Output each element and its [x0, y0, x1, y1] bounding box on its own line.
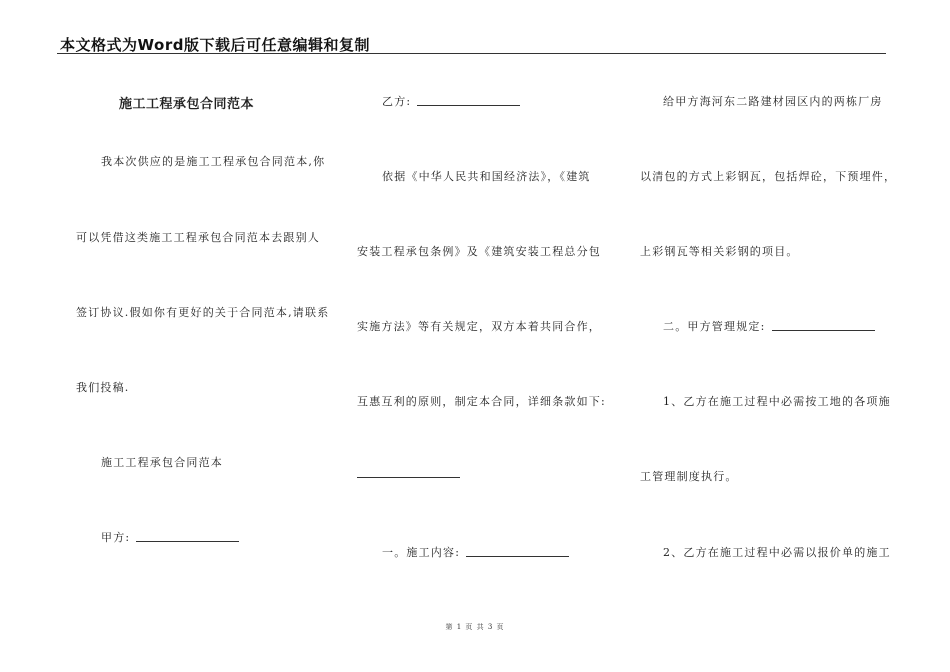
intro-line-4: 我们投稿.	[76, 381, 130, 394]
intro-line-3: 签订协议.假如你有更好的关于合同范本,请联系	[76, 306, 330, 319]
party-b-line	[382, 93, 520, 109]
contract-subtitle: 施工工程承包合同范本	[101, 456, 223, 469]
basis-line-2: 安装工程承包条例》及《建筑安装工程总分包	[357, 245, 601, 258]
section-2-line	[663, 318, 875, 334]
contract-title: 施工工程承包合同范本	[119, 97, 255, 112]
party-a-label: 甲方:	[101, 531, 131, 544]
intro-line-1: 我本次供应的是施工工程承包合同范本,你	[101, 155, 326, 168]
scope-line-2: 以清包的方式上彩钢瓦，包括焊砼，下预埋件，	[640, 170, 897, 183]
basis-line-4: 互惠互利的原则，制定本合同，详细条款如下:	[357, 395, 606, 408]
party-b-label: 乙方:	[382, 95, 412, 108]
scope-line-3: 上彩钢瓦等相关彩钢的项目。	[640, 245, 799, 258]
section-2-heading: 二。甲方管理规定:	[663, 320, 766, 333]
header-divider	[57, 53, 886, 54]
section-2-blank	[772, 320, 875, 331]
section-1-heading: 一。施工内容:	[382, 546, 461, 559]
party-a-blank	[136, 531, 239, 542]
blank-line	[357, 477, 460, 478]
party-b-blank	[417, 95, 520, 106]
party-a-line	[101, 529, 239, 545]
basis-line-3: 实施方法》等有关规定，双方本着共同合作，	[357, 320, 601, 333]
section-1-blank	[466, 546, 569, 557]
rule-2-line-1: 2、乙方在施工过程中必需以报价单的施工	[663, 546, 891, 559]
section-1-line	[382, 544, 569, 560]
intro-line-2: 可以凭借这类施工工程承包合同范本去跟别人	[76, 231, 320, 244]
document-banner: 本文格式为Word版下载后可任意编辑和复制	[60, 36, 370, 54]
rule-1-line-1: 1、乙方在施工过程中必需按工地的各项施	[663, 395, 891, 408]
page-number: 第 1 页 共 3 页	[445, 623, 505, 631]
rule-1-line-2: 工管理制度执行。	[640, 470, 738, 483]
scope-line-1: 给甲方海河东二路建材园区内的两栋厂房	[663, 95, 883, 108]
basis-line-1: 依据《中华人民共和国经济法》，《建筑	[382, 170, 591, 183]
